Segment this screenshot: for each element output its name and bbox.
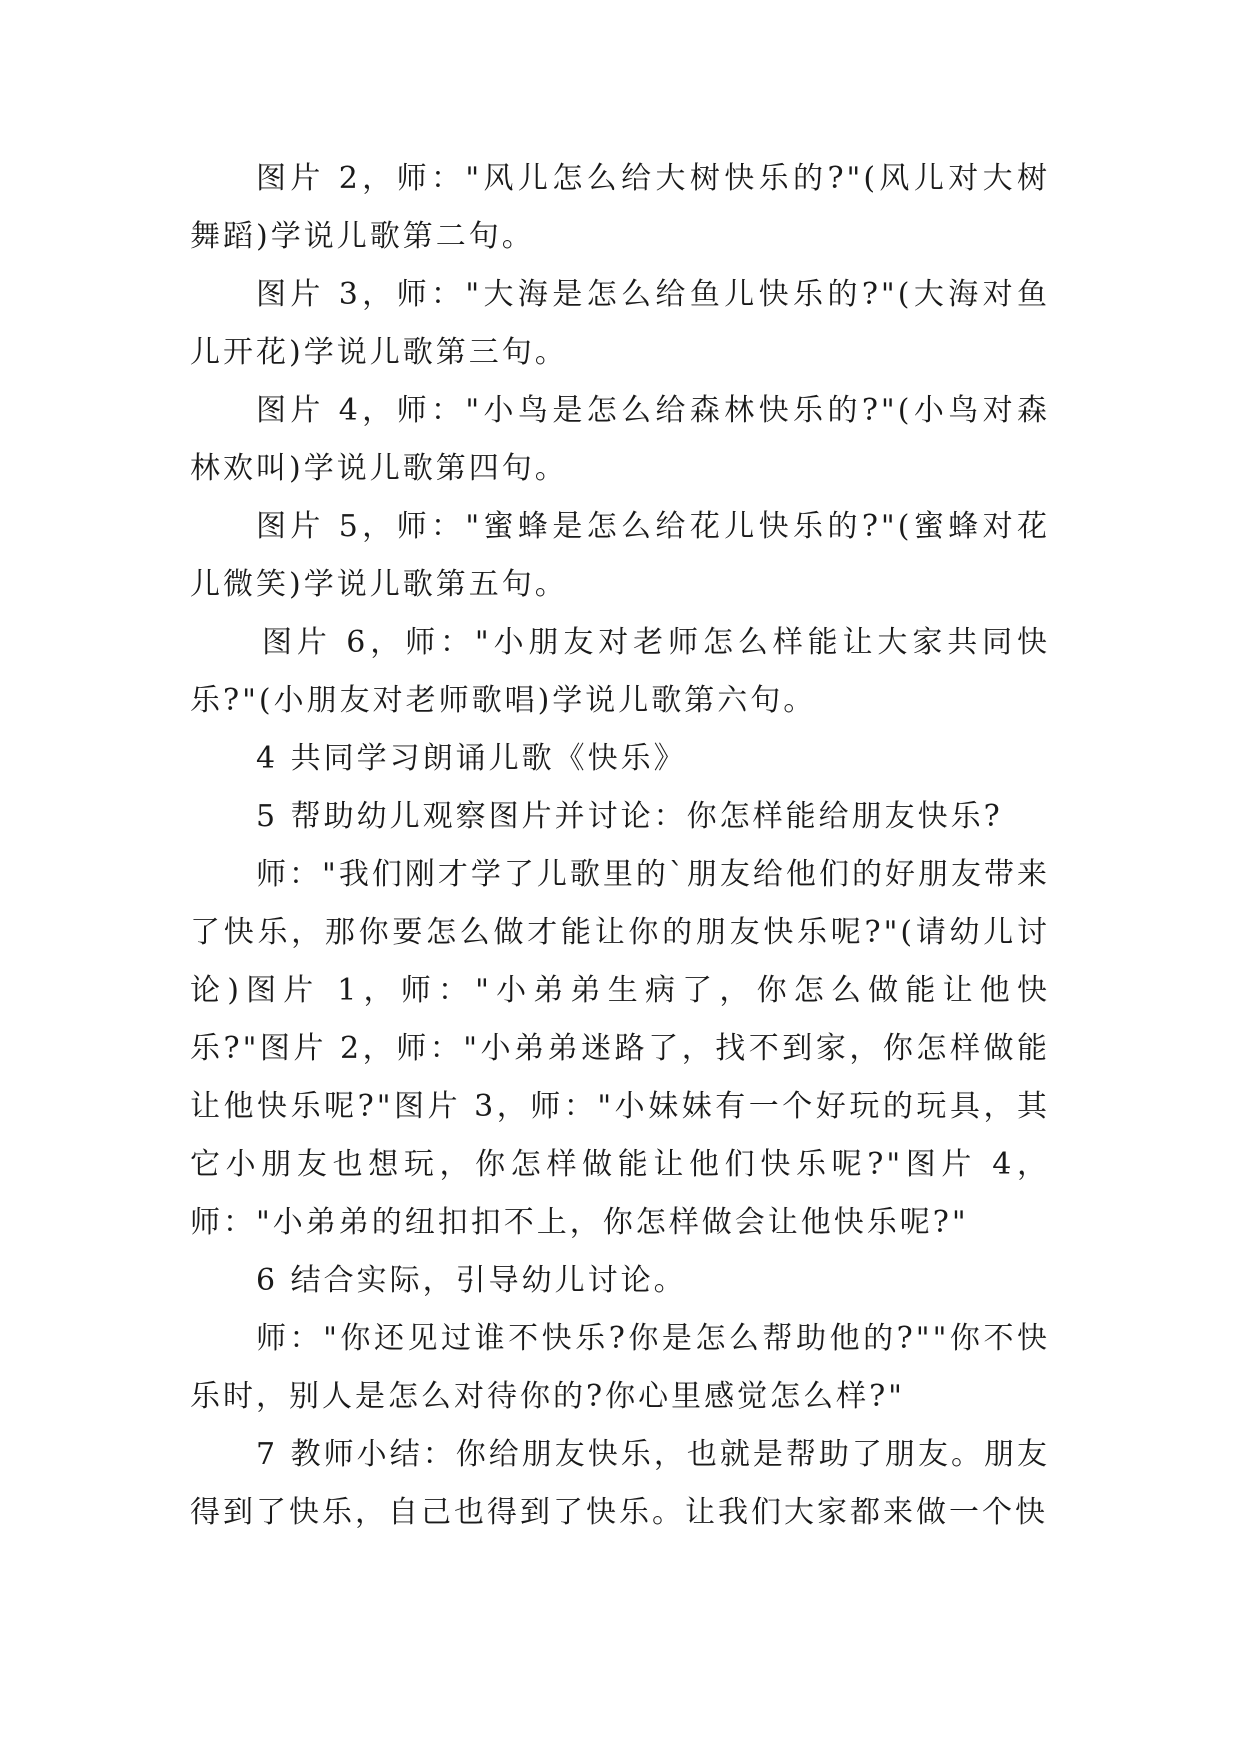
paragraph-picture-5: 图片 5，师："蜜蜂是怎么给花儿快乐的?"(蜜蜂对花儿微笑)学说儿歌第五句。: [190, 509, 1050, 602]
paragraph-step-4: 4 共同学习朗诵儿歌《快乐》: [256, 741, 687, 776]
document-page: [190, 150, 1050, 1542]
paragraph-picture-3: 图片 3，师："大海是怎么给鱼儿快乐的?"(大海对鱼儿开花)学说儿歌第三句。: [190, 277, 1050, 370]
paragraph-picture-6: 图片 6，师："小朋友对老师怎么样能让大家共同快乐?"(小朋友对老师歌唱)学说儿歌第六句。: [190, 625, 1050, 718]
paragraph-teacher-questions: 师："你还见过谁不快乐?你是怎么帮助他的?""你不快乐时，别人是怎么对待你的?你心里感觉怎么样?": [190, 1321, 1050, 1414]
paragraph-picture-2: 图片 2，师："风儿怎么给大树快乐的?"(风儿对大树舞蹈)学说儿歌第二句。: [190, 161, 1050, 254]
paragraph-step-5: 5 帮助幼儿观察图片并讨论：你怎样能给朋友快乐?: [256, 799, 1003, 834]
paragraph-teacher-discussion: 师："我们刚才学了儿歌里的`朋友给他们的好朋友带来了快乐，那你要怎么做才能让你的朋友快乐呢?"(请幼儿讨论)图片 1，师："小弟弟生病了，你怎么做能让他快乐?"图片 2，师："小弟弟迷路了，找不到家，你怎样做能让他快乐呢?"图片 3，师："小妹妹有一个好玩的玩具，其它小朋友也想玩，你怎样做能让他们快乐呢?"图片 4，师："小弟弟的纽扣扣不上，你怎样做会让他快乐呢?": [190, 857, 1050, 1240]
paragraph-step-7: 7 教师小结：你给朋友快乐，也就是帮助了朋友。朋友得到了快乐，自己也得到了快乐。让我们大家都来做一个快: [190, 1437, 1050, 1530]
paragraph-picture-4: 图片 4，师："小鸟是怎么给森林快乐的?"(小鸟对森林欢叫)学说儿歌第四句。: [190, 393, 1050, 486]
paragraph-step-6: 6 结合实际，引导幼儿讨论。: [256, 1263, 687, 1298]
